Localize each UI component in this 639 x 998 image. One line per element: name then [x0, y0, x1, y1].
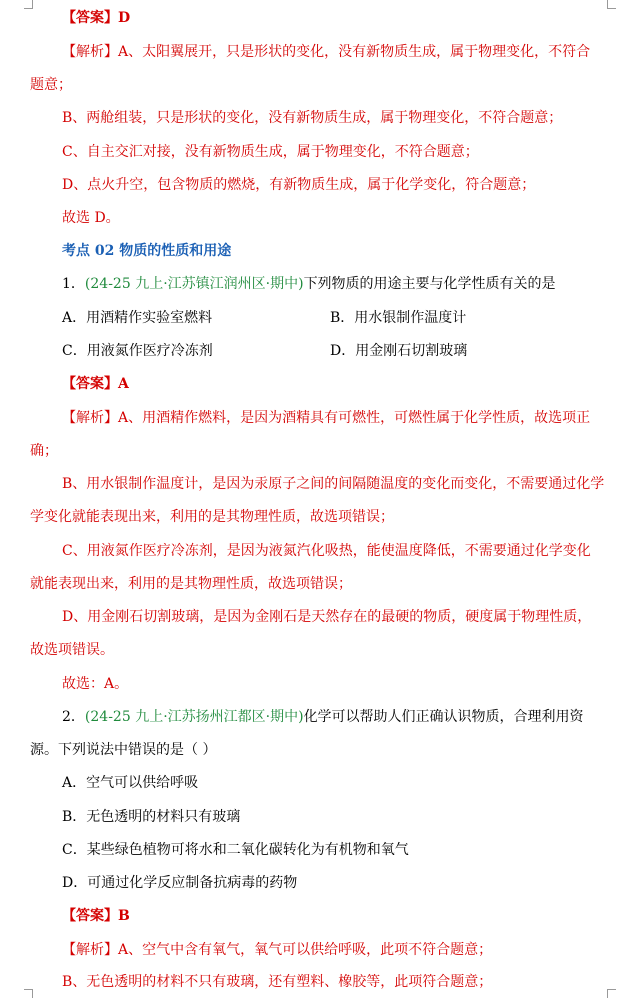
conclusion-line: 故选 D。 — [62, 210, 120, 226]
corner-mark-top-left — [24, 0, 33, 9]
conclusion-line: 故选：A。 — [62, 676, 129, 692]
question-source: (24-25 九上·江苏镇江润州区·期中) — [84, 276, 304, 292]
option-d: D．用金刚石切割玻璃 — [330, 343, 468, 359]
analysis-line: D、用金刚石切割玻璃，是因为金刚石是天然存在的最硬的物质，硬度属于物理性质， — [62, 609, 592, 625]
question-number: 1． — [62, 276, 85, 292]
question-2-stem — [62, 707, 584, 727]
option-d: D．可通过化学反应制备抗病毒的药物 — [62, 875, 298, 891]
analysis-line: B、用水银制作温度计，是因为汞原子之间的间隔随温度的变化而变化，不需要通过化学 — [62, 476, 605, 492]
analysis-line: C、用液氮作医疗冷冻剂，是因为液氮汽化吸热，能使温度降低，不需要通过化学变化 — [62, 543, 591, 559]
question-number: 2． — [62, 709, 85, 725]
answer-line: 【答案】B — [62, 908, 130, 924]
analysis-line: 【解析】A、太阳翼展开，只是形状的变化，没有新物质生成，属于物理变化，不符合 — [62, 44, 591, 60]
option-c: C．用液氮作医疗冷冻剂 — [62, 343, 213, 359]
question-1-stem — [62, 274, 556, 294]
option-a: A．用酒精作实验室燃料 — [62, 310, 213, 326]
question-text: 下列物质的用途主要与化学性质有关的是 — [303, 276, 556, 292]
analysis-line: 学变化就能表现出来，利用的是其物理性质，故选项错误； — [30, 509, 394, 525]
analysis-line: 【解析】A、空气中含有氧气，氧气可以供给呼吸，此项不符合题意； — [62, 942, 493, 958]
option-b: B．用水银制作温度计 — [330, 310, 467, 326]
section-heading: 考点 02 物质的性质和用途 — [62, 243, 232, 259]
analysis-line: B、无色透明的材料不只有玻璃，还有塑料、橡胶等，此项符合题意； — [62, 974, 493, 990]
question-text: 源。下列说法中错误的是（ ） — [30, 742, 217, 758]
analysis-line: 【解析】A、用酒精作燃料，是因为酒精具有可燃性，可燃性属于化学性质，故选项正 — [62, 410, 591, 426]
option-c: C．某些绿色植物可将水和二氧化碳转化为有机物和氧气 — [62, 842, 409, 858]
corner-mark-top-right — [607, 0, 616, 9]
question-text: 化学可以帮助人们正确认识物质，合理利用资 — [303, 709, 584, 725]
option-b: B．无色透明的材料只有玻璃 — [62, 809, 241, 825]
analysis-line: 故选项错误。 — [30, 642, 114, 658]
answer-line: 【答案】D — [62, 10, 131, 26]
question-source: (24-25 九上·江苏扬州江都区·期中) — [84, 709, 304, 725]
analysis-line: 确； — [30, 443, 58, 459]
analysis-line: 题意； — [30, 77, 72, 93]
option-a: A．空气可以供给呼吸 — [62, 775, 199, 791]
answer-line: 【答案】A — [62, 376, 129, 392]
analysis-line: B、两舱组装，只是形状的变化，没有新物质生成，属于物理变化，不符合题意； — [62, 110, 563, 126]
analysis-line: D、点火升空，包含物质的燃烧，有新物质生成，属于化学变化，符合题意； — [62, 177, 536, 193]
analysis-line: 就能表现出来，利用的是其物理性质，故选项错误； — [30, 576, 352, 592]
analysis-line: C、自主交汇对接，没有新物质生成，属于物理变化，不符合题意； — [62, 144, 479, 160]
